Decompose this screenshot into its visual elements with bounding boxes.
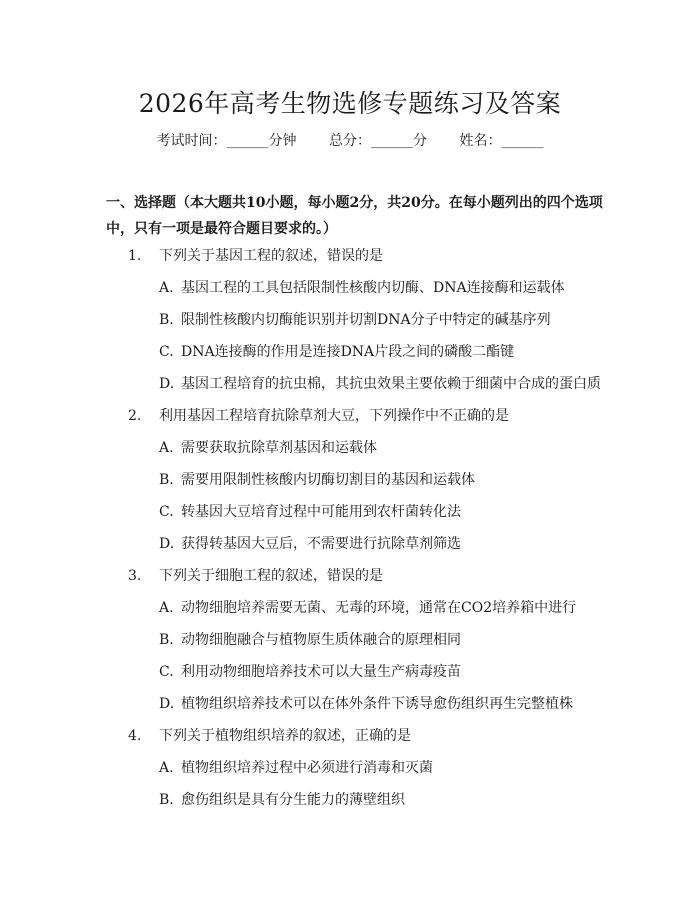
option-letter: D.	[159, 696, 175, 712]
option-text: 基因工程的工具包括限制性核酸内切酶、DNA连接酶和运载体	[181, 280, 565, 296]
option-text: 利用动物细胞培养技术可以大量生产病毒疫苗	[181, 664, 461, 680]
option-letter: B.	[159, 632, 174, 648]
question-number: 3.	[128, 568, 142, 584]
option-3d	[0, 688, 700, 720]
option-letter: A.	[159, 600, 174, 616]
option-1a	[0, 272, 700, 304]
question-stem: 下列关于细胞工程的叙述，错误的是	[159, 568, 383, 584]
option-letter: A.	[159, 440, 174, 456]
option-2a	[0, 432, 700, 464]
option-text: 转基因大豆培育过程中可能用到农杆菌转化法	[181, 504, 461, 520]
student-name: 姓名：______	[459, 133, 544, 149]
option-1b	[0, 304, 700, 336]
question-stem: 利用基因工程培育抗除草剂大豆，下列操作中不正确的是	[159, 408, 509, 424]
option-2d	[0, 528, 700, 560]
question-stem: 下列关于植物组织培养的叙述，正确的是	[159, 728, 411, 744]
question-number: 4.	[128, 728, 142, 744]
option-letter: C.	[159, 664, 174, 680]
option-text: 需要用限制性核酸内切酶切割目的基因和运载体	[181, 472, 475, 488]
option-1d	[0, 368, 700, 400]
option-text: DNA连接酶的作用是连接DNA片段之间的磷酸二酯键	[181, 344, 515, 360]
option-text: 植物组织培养技术可以在体外条件下诱导愈伤组织再生完整植株	[181, 696, 573, 712]
option-letter: C.	[159, 504, 174, 520]
option-letter: B.	[159, 472, 174, 488]
question-4	[0, 720, 700, 752]
option-text: 获得转基因大豆后，不需要进行抗除草剂筛选	[181, 536, 461, 552]
question-number: 2.	[128, 408, 142, 424]
section-heading: 一、选择题（本大题共10小题，每小题2分，共20分。在每小题列出的四个选项中，只有一项是最符合题目要求的。）	[106, 195, 603, 237]
option-3c	[0, 656, 700, 688]
option-letter: D.	[159, 376, 175, 392]
exam-meta	[0, 130, 700, 150]
option-letter: A.	[159, 280, 174, 296]
question-stem: 下列关于基因工程的叙述，错误的是	[159, 248, 383, 264]
page-title: 2026年高考生物选修专题练习及答案	[138, 89, 562, 118]
question-number: 1.	[128, 248, 142, 264]
option-letter: B.	[159, 312, 174, 328]
option-1c	[0, 336, 700, 368]
option-text: 愈伤组织是具有分生能力的薄壁组织	[181, 792, 405, 808]
exam-time: 考试时间：______分钟	[156, 133, 297, 149]
option-letter: D.	[159, 536, 175, 552]
option-text: 动物细胞融合与植物原生质体融合的原理相同	[181, 632, 461, 648]
option-2b	[0, 464, 700, 496]
option-3a	[0, 592, 700, 624]
option-4b	[0, 784, 700, 816]
option-letter: A.	[159, 760, 174, 776]
option-text: 限制性核酸内切酶能识别并切割DNA分子中特定的碱基序列	[181, 312, 551, 328]
option-text: 需要获取抗除草剂基因和运载体	[181, 440, 377, 456]
option-text: 动物细胞培养需要无菌、无毒的环境，通常在CO2培养箱中进行	[181, 600, 577, 616]
option-4a	[0, 752, 700, 784]
option-letter: C.	[159, 344, 174, 360]
option-3b	[0, 624, 700, 656]
question-list	[0, 240, 700, 816]
question-3	[0, 560, 700, 592]
exam-score: 总分：______分	[329, 133, 427, 149]
option-text: 植物组织培养过程中必须进行消毒和灭菌	[181, 760, 433, 776]
option-2c	[0, 496, 700, 528]
question-1	[0, 240, 700, 272]
option-text: 基因工程培育的抗虫棉，其抗虫效果主要依赖于细菌中合成的蛋白质	[181, 376, 601, 392]
option-letter: B.	[159, 792, 174, 808]
question-2	[0, 400, 700, 432]
